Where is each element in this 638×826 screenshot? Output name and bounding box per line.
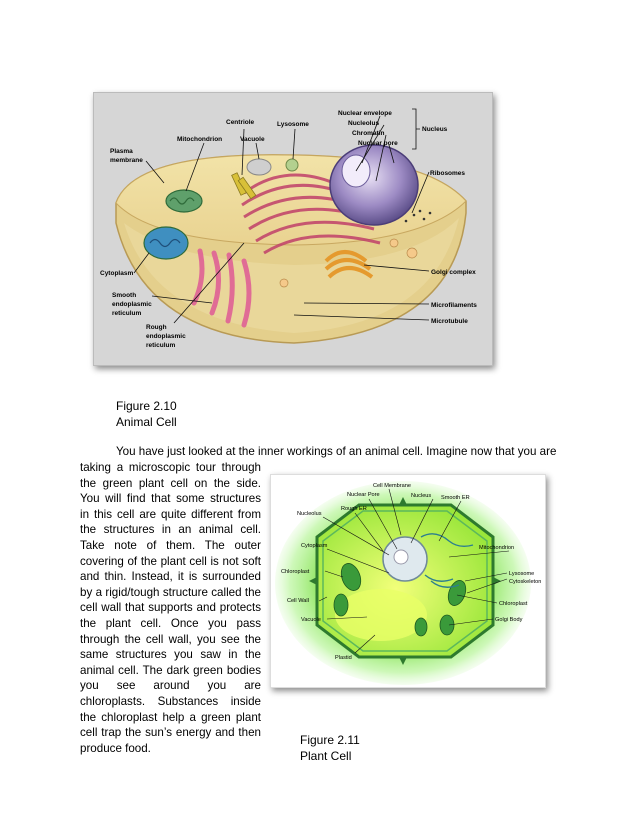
plant-label-lysosome: Lysosome [509, 571, 535, 577]
label-vacuole: Vacuole [240, 136, 265, 143]
plant-label-cytoskeleton: Cytoskeleton [509, 579, 542, 585]
label-nucleolus: Nucleolus [348, 120, 380, 127]
label-nuclear-pore: Nuclear pore [358, 140, 398, 147]
figure2-caption-number: Figure 2.11 [300, 733, 360, 747]
label-rough-er-1: Rough [146, 324, 167, 331]
label-centriole: Centriole [226, 119, 255, 126]
label-smooth-er-2: endoplasmic [112, 301, 152, 308]
label-smooth-er-1: Smooth [112, 292, 137, 299]
label-microtubule: Microtubule [431, 318, 468, 325]
plant-label-cell-wall: Cell Wall [287, 598, 309, 604]
label-nucleus: Nucleus [422, 126, 448, 133]
label-cytoplasm: Cytoplasm [100, 270, 134, 277]
label-golgi-complex: Golgi complex [431, 269, 476, 276]
plant-cell-diagram [271, 475, 545, 687]
label-ribosomes: Ribosomes [430, 170, 466, 177]
label-smooth-er-3: reticulum [112, 310, 142, 317]
animal-cell-diagram [94, 93, 492, 365]
plant-label-plastid: Plastid [335, 655, 352, 661]
plant-label-cell-membrane: Cell Membrane [373, 483, 411, 489]
plant-cell-figure [270, 474, 546, 688]
label-mitochondrion: Mitochondrion [177, 136, 223, 143]
label-microfilaments: Microfilaments [431, 302, 477, 309]
figure1-caption-number: Figure 2.10 [116, 399, 177, 413]
plant-label-nucleus: Nucleus [411, 493, 432, 499]
label-plasma-membrane-2: membrane [110, 157, 143, 164]
figure2-caption-title: Plant Cell [300, 749, 352, 763]
animal-cell-figure [93, 92, 493, 366]
paragraph-body: taking a microscopic tour through the green plant cell on the side. You will find that some structures in this cell are quite different from the structures in an animal cell. Take note of them. The outer covering of the plant cell is not soft and thin. Instead, it is surrounded by a rigid/tough structure called the cell wall that supports and protects the plant cell. Once you pass through the cell wall, you see the same structures you saw in the animal cell. The dark green bodies you see around you are chloroplasts. Substances inside the chloroplast help a green plant cell trap the sun’s energy and then produce food. [80, 461, 261, 755]
label-plasma-membrane-1: Plasma [110, 148, 133, 155]
label-rough-er-3: reticulum [146, 342, 176, 349]
plant-label-chloroplast-right: Chloroplast [499, 601, 528, 607]
plant-label-vacuole: Vacuole [301, 617, 321, 623]
plant-label-chloroplast-left: Chloroplast [281, 569, 310, 575]
plant-label-nucleolus: Nucleolus [297, 511, 322, 517]
label-lysosome: Lysosome [277, 121, 309, 128]
paragraph-first-line: You have just looked at the inner workings of an animal cell. Imagine now that you are [116, 445, 557, 458]
plant-label-nuclear-pore: Nuclear Pore [347, 492, 380, 498]
plant-label-golgi-body: Golgi Body [495, 617, 523, 623]
label-rough-er-2: endoplasmic [146, 333, 186, 340]
label-nuclear-envelope: Nuclear envelope [338, 110, 392, 117]
plant-label-smooth-er: Smooth ER [441, 495, 470, 501]
plant-label-cytoplasm: Cytoplasm [301, 543, 328, 549]
figure1-caption-title: Animal Cell [116, 415, 177, 429]
plant-label-mitochondrion: Mitochondrion [479, 545, 515, 551]
plant-label-rough-er: Rough ER [341, 506, 367, 512]
label-chromatin: Chromatin [352, 130, 385, 137]
